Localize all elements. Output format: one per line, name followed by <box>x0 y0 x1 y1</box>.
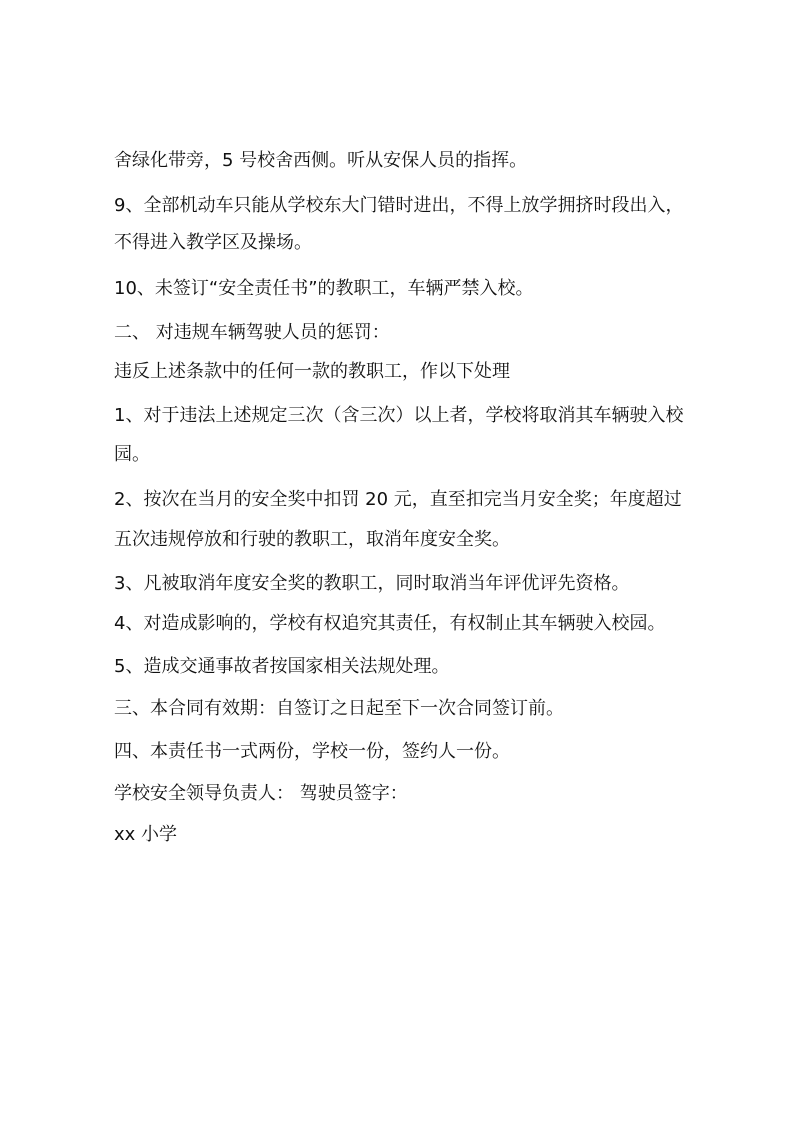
text-line-2: 9、全部机动车只能从学校东大门错时进出，不得上放学拥挤时段出入， <box>114 195 684 216</box>
text-line-9: 2、按次在当月的安全奖中扣罚 20 元，直至扣完当月安全奖；年度超过 <box>114 489 682 510</box>
signature-line: 学校安全领导负责人： 驾驶员签字： <box>114 783 408 804</box>
text-line-10: 五次违规停放和行驶的教职工，取消年度安全奖。 <box>114 529 510 550</box>
text-line-12: 4、对造成影响的，学校有权追究其责任，有权制止其车辆驶入校园。 <box>114 613 666 634</box>
text-line-4: 10、未签订“安全责任书”的教职工，车辆严禁入校。 <box>114 278 534 299</box>
school-name: xx 小学 <box>114 824 178 845</box>
section-heading-3: 三、本合同有效期：自签订之日起至下一次合同签订前。 <box>114 698 564 719</box>
text-line-7: 1、对于违法上述规定三次（含三次）以上者，学校将取消其车辆驶入校 <box>114 405 684 426</box>
text-line-11: 3、凡被取消年度安全奖的教职工，同时取消当年评优评先资格。 <box>114 573 630 594</box>
text-line-13: 5、造成交通事故者按国家相关法规处理。 <box>114 656 450 677</box>
text-line-6: 违反上述条款中的任何一款的教职工，作以下处理 <box>114 361 510 382</box>
section-heading-4: 四、本责任书一式两份，学校一份，签约人一份。 <box>114 741 510 762</box>
text-line-3: 不得进入教学区及操场。 <box>114 232 312 253</box>
text-line-1: 舍绿化带旁，5 号校舍西侧。听从安保人员的指挥。 <box>114 150 528 171</box>
section-heading-2: 二、 对违规车辆驾驶人员的惩罚： <box>114 322 390 343</box>
text-line-8: 园。 <box>114 444 150 465</box>
